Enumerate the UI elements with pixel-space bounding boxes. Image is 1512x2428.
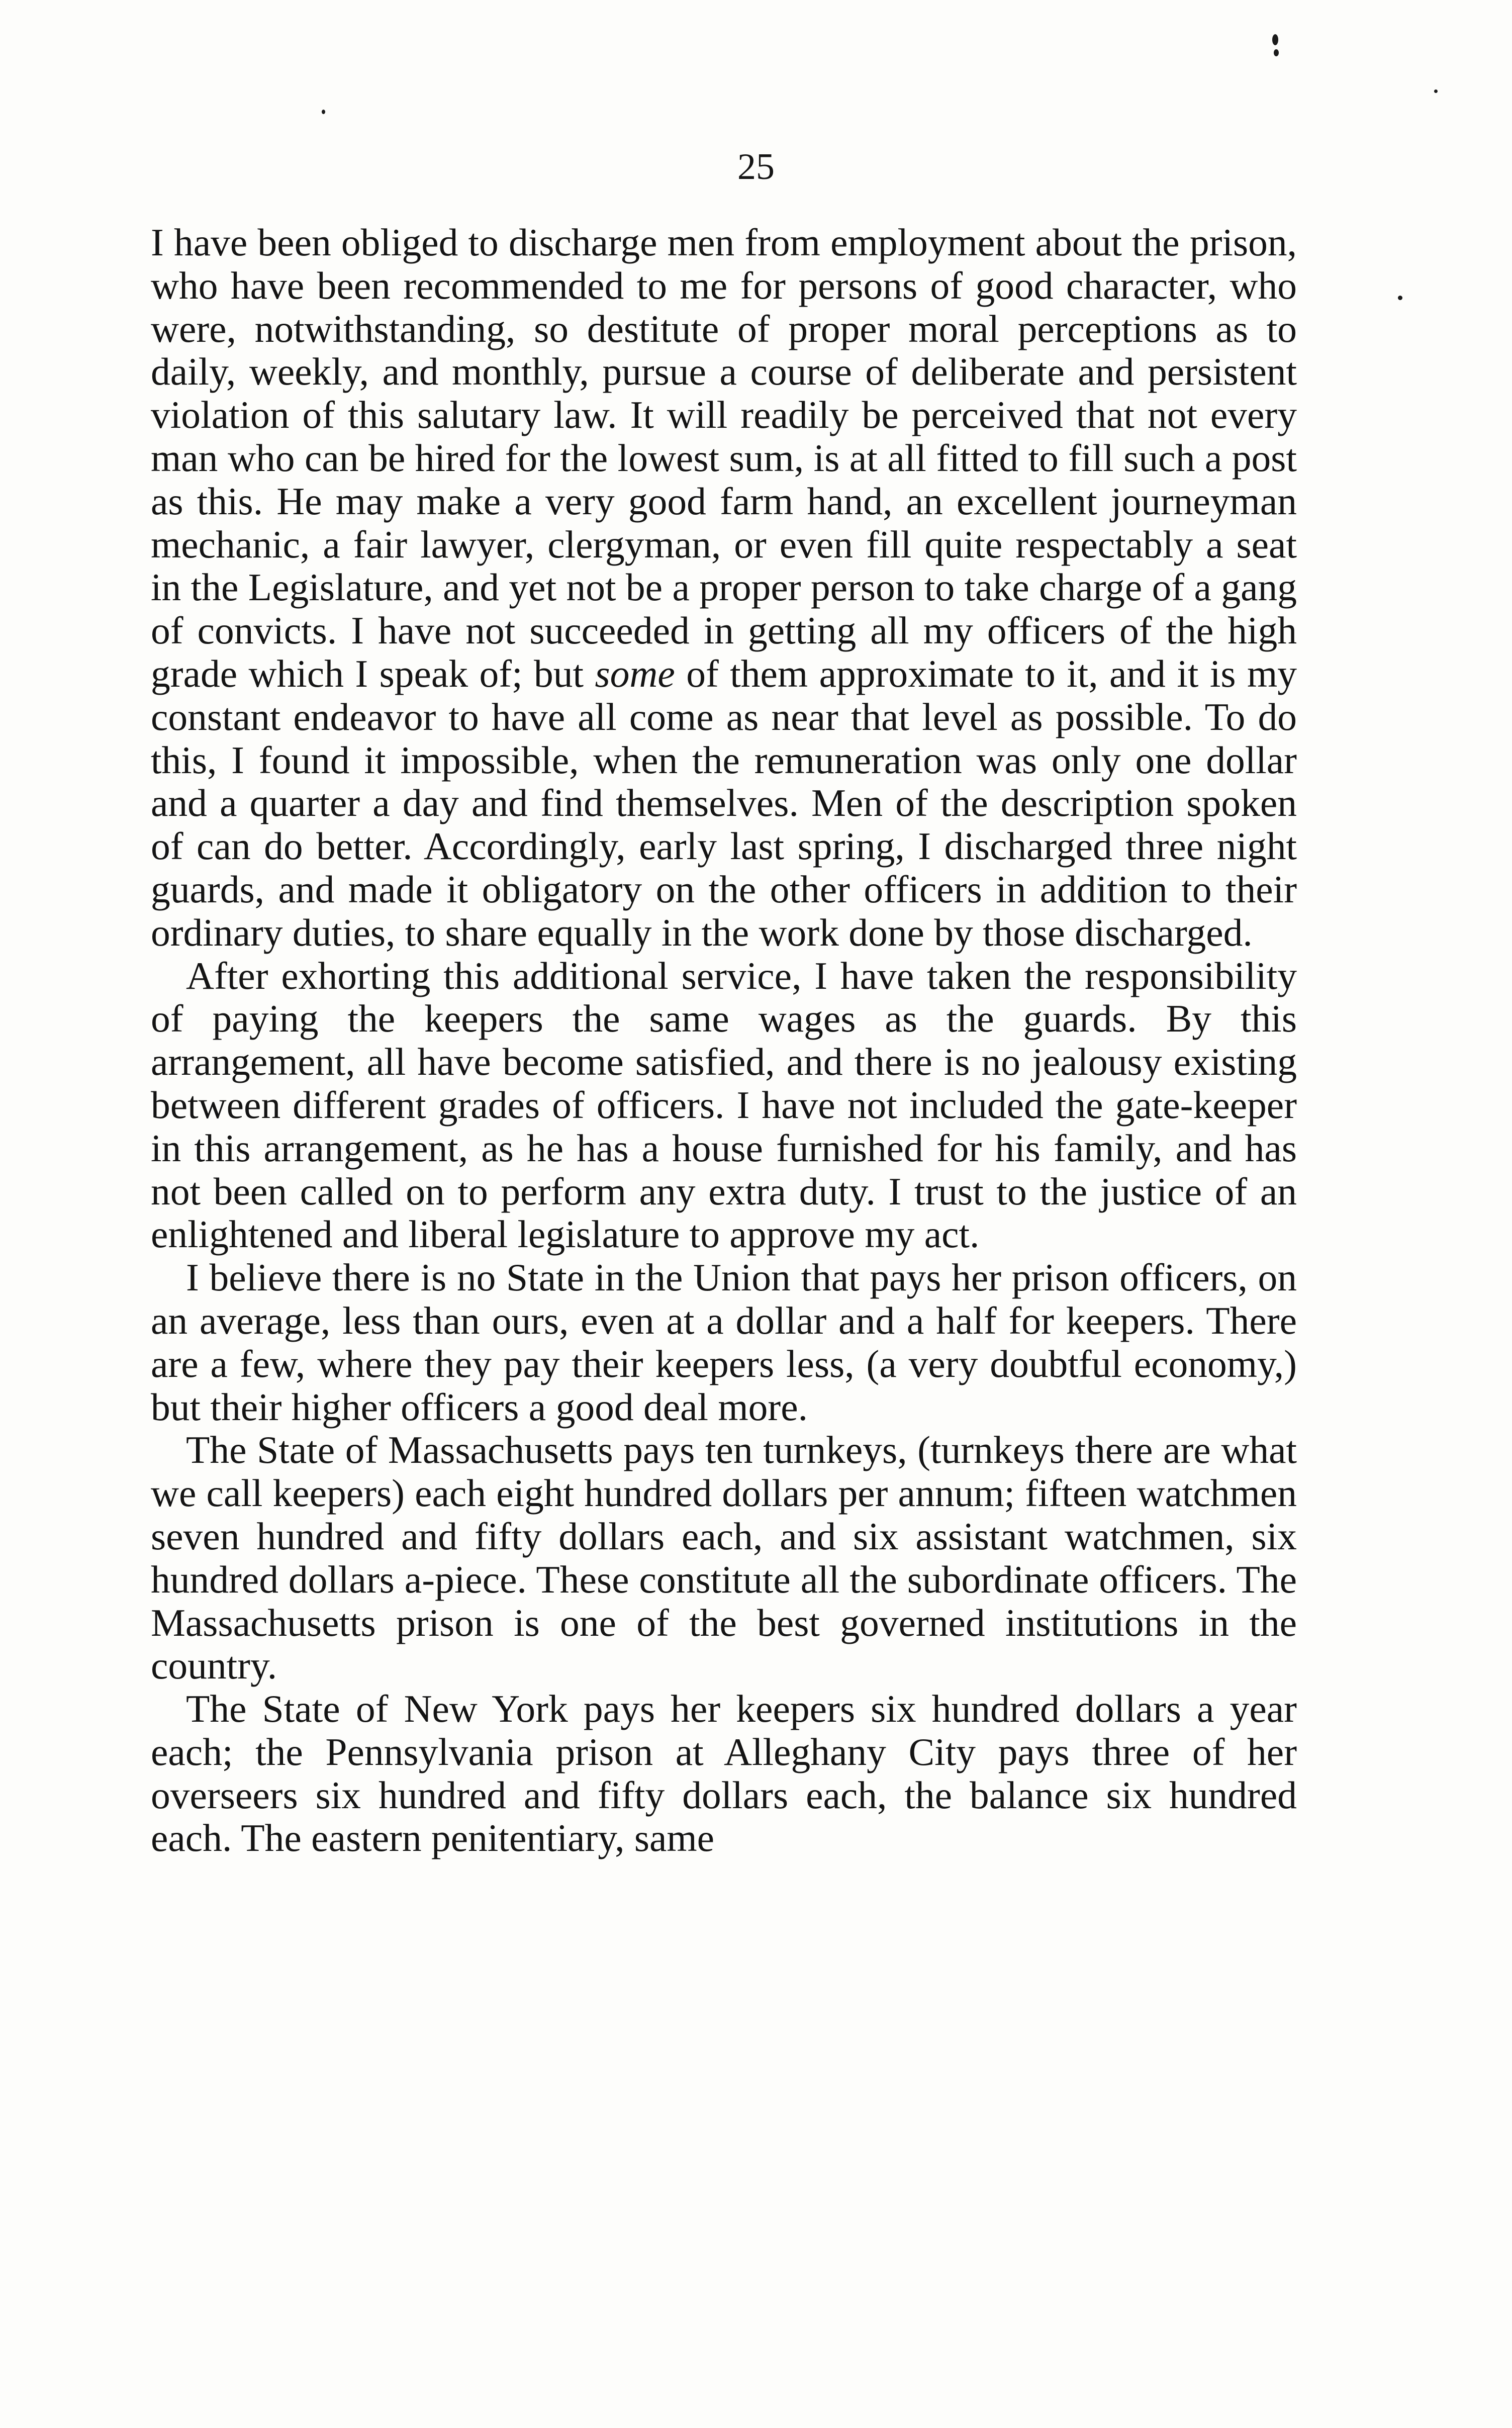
paragraph: I believe there is no State in the Union that pays her prison officers, on an average, less than ours, even at a dollar and a half for keepers. There are a few, where they pay their keepers less, (a very doubtful economy,) but their higher officers a good deal more. [151,1256,1297,1429]
paragraph: The State of New York pays her keepers six hundred dollars a year each; the Pennsylvania prison at Alleghany City pays three of her overseers six hundred and fifty dollars each, the balance six hundred each. The eastern penitentiary, same [151,1687,1297,1860]
ink-speck [1434,89,1438,93]
ink-speck [1274,49,1279,56]
paragraph: After exhorting this additional service, I have taken the responsibility of paying the keepers the same wages as the guards. By this arrangement, all have become satisfied, and there is no jealousy existing between different grades of officers. I have not included the gate-keeper in this arrangement, as he has a house furnished for his family, and has not been called on to perform any extra duty. I trust to the justice of an enlightened and liberal legislature to approve my act. [151,954,1297,1256]
paragraph [151,221,1297,955]
paragraph-text: of them approximate to it, and it is my constant endeavor to have all come as near that level as possible. To do this, I found it impossible, when the remuneration was only one dollar and a quarter a day and find themselves. Men of the description spoken of can do better. Accordingly, early last spring, I discharged three night guards, and made it obligatory on the other officers in addition to their ordinary duties, to share equally in the work done by those discharged. [151,651,1297,954]
paragraph: The State of Massachusetts pays ten turnkeys, (turnkeys there are what we call keepers) each eight hundred dollars per annum; fifteen watchmen seven hundred and fifty dollars each, and six assistant watchmen, six hundred dollars a-piece. These constitute all the subordinate officers. The Massachusetts prison is one of the best governed institutions in the country. [151,1428,1297,1688]
ink-speck [322,110,325,114]
body-text [151,221,1297,1860]
page-number: 25 [737,146,775,188]
ink-speck [1398,296,1402,300]
paragraph-text: I have been obliged to discharge men from employment about the prison, who have been recommended to me for persons of good character, who were, notwithstanding, so destitute of proper moral perceptions as to daily, weekly, and monthly, pursue a course of deliberate and persistent violation of this salutary law. It will readily be perceived that not every man who can be hired for the lowest sum, is at all fitted to fill such a post as this. He may make a very good farm hand, an excellent journeyman mechanic, a fair lawyer, clergyman, or even fill quite respectably a seat in the Legislature, and yet not be a proper person to take charge of a gang of convicts. I have not succeeded in getting all my officers of the high grade which I speak of; but [151,221,1297,695]
ink-speck [1272,34,1278,45]
emphasized-word: some [595,651,675,695]
